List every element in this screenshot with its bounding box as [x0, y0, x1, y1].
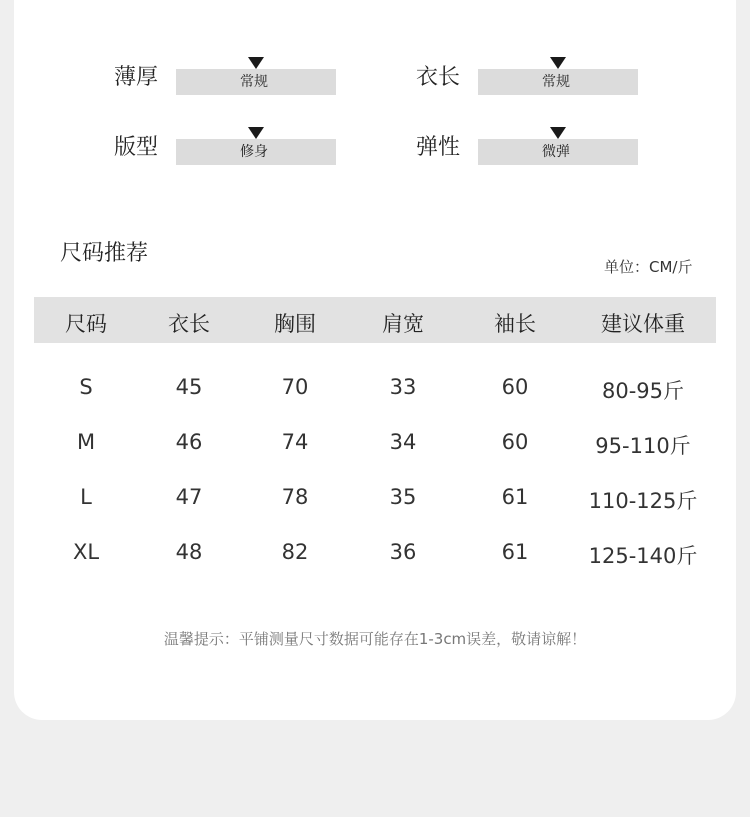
- column-header-weight: 建议体重: [601, 312, 685, 336]
- cell-size: M: [76, 430, 96, 454]
- cell-weight: 125-140斤: [588, 544, 698, 568]
- cell-length: 46: [175, 430, 203, 454]
- attribute-label: 薄厚: [114, 65, 159, 90]
- marker-triangle-icon: [248, 57, 264, 69]
- table-row: [34, 473, 716, 528]
- attribute-scale-bar: [478, 69, 638, 95]
- table-row: [34, 528, 716, 583]
- cell-length: 45: [175, 375, 203, 399]
- attribute-value: 微弹: [542, 144, 570, 160]
- cell-shoulder: 33: [389, 375, 417, 399]
- unit-label: 单位：CM/斤: [604, 258, 693, 276]
- marker-triangle-icon: [550, 127, 566, 139]
- cell-chest: 82: [281, 540, 309, 564]
- cell-chest: 78: [281, 485, 309, 509]
- cell-weight: 95-110斤: [595, 434, 691, 458]
- column-header-shoulder: 肩宽: [382, 312, 424, 336]
- marker-triangle-icon: [248, 127, 264, 139]
- cell-length: 47: [175, 485, 203, 509]
- cell-weight: 80-95斤: [601, 379, 685, 403]
- cell-size: S: [79, 375, 93, 399]
- table-row: [34, 418, 716, 473]
- column-header-sleeve: 袖长: [494, 312, 536, 336]
- column-header-length: 衣长: [168, 312, 210, 336]
- cell-sleeve: 60: [501, 430, 529, 454]
- measurement-note: 温馨提示：平铺测量尺寸数据可能存在1-3cm误差，敬请谅解！: [163, 630, 587, 648]
- section-title: 尺码推荐: [60, 241, 149, 266]
- attribute-label: 弹性: [416, 135, 461, 160]
- cell-size: XL: [72, 540, 100, 564]
- cell-shoulder: 36: [389, 540, 417, 564]
- marker-triangle-icon: [550, 57, 566, 69]
- attribute-scale-bar: [176, 69, 336, 95]
- table-header: [34, 297, 716, 343]
- table-body: [34, 363, 716, 583]
- column-header-size: 尺码: [65, 312, 107, 336]
- attribute-value: 常规: [542, 74, 570, 90]
- column-header-chest: 胸围: [274, 312, 316, 336]
- cell-sleeve: 61: [501, 485, 529, 509]
- cell-shoulder: 35: [389, 485, 417, 509]
- table-row: [34, 363, 716, 418]
- cell-chest: 70: [281, 375, 309, 399]
- attribute-value: 修身: [240, 144, 268, 160]
- cell-sleeve: 61: [501, 540, 529, 564]
- cell-chest: 74: [281, 430, 309, 454]
- cell-size: L: [80, 485, 92, 509]
- attribute-label: 衣长: [416, 65, 461, 90]
- attribute-label: 版型: [114, 135, 159, 160]
- size-chart-card: [14, 0, 736, 720]
- cell-sleeve: 60: [501, 375, 529, 399]
- cell-shoulder: 34: [389, 430, 417, 454]
- attribute-scale-bar: [478, 139, 638, 165]
- cell-weight: 110-125斤: [588, 489, 698, 513]
- cell-length: 48: [175, 540, 203, 564]
- attribute-value: 常规: [240, 74, 268, 90]
- attribute-scale-bar: [176, 139, 336, 165]
